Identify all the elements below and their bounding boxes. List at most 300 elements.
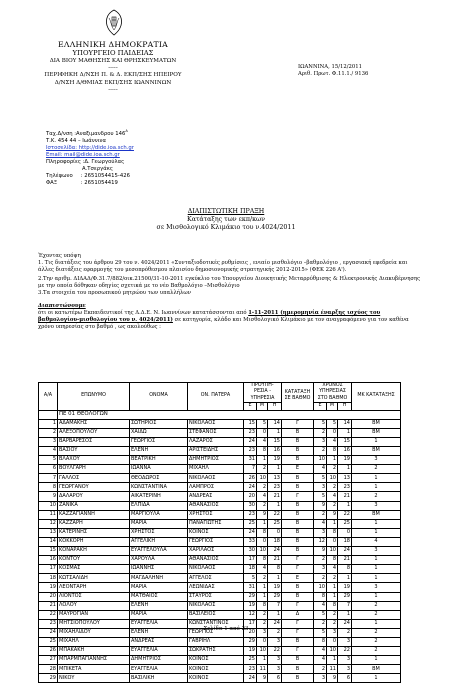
table-cell: 8 [257,556,268,565]
greek-crest-icon [102,8,126,36]
table-row [39,474,401,483]
fax-value: : 2651054419 [80,180,118,187]
table-cell: 1 [268,465,282,474]
table-cell: 2 [257,483,268,492]
table-cell: ΒΕΑΤΡΙΚΗ [130,456,188,465]
table-cell: ΛΙΟΝΤΟΣ [58,592,130,601]
table-cell: 18 [39,574,58,583]
table-cell: ΓΕΩΡΓΑΝΟΥ [58,483,130,492]
table-cell: ΚΟΙΝΟΣ [188,665,244,674]
table-cell: 2 [352,465,401,474]
protocol-number: Αριθ. Πρωτ. Φ.11.1./ 9136 [298,71,369,77]
table-cell: ΑΡΙΣΤΕΙΔΗΣ [188,447,244,456]
table-cell: 2 [314,510,327,519]
table-cell: 2 [314,556,327,565]
table-cell: ΒΜ [352,665,401,674]
table-cell: 17 [244,619,257,628]
table-cell: 4 [327,437,338,446]
table-cell: ΒΛΑΧΟΥ [58,456,130,465]
table-cell: ΜΙΧΑΗΛΙΔΟΥ [58,628,130,637]
table-cell: 15 [39,547,58,556]
table-cell: 23 [39,619,58,628]
table-cell: 30 [244,547,257,556]
website-link[interactable]: Ιστοσελίδα: http://dide.ioa.sch.gr [46,144,134,151]
table-cell: 25 [268,519,282,528]
title-line-2: Κατάταξης των εκπ/κων [186,216,265,223]
table-cell: ΚΟΚΚΟΡΗ [58,537,130,546]
title-line-1: ΔΙΑΠΙΣΤΩΤΙΚΗ ΠΡΑΞΗ [187,208,265,215]
table-cell: Β [282,537,314,546]
table-cell: 1 [338,574,352,583]
table-cell: ΕΥΑΓΓΕΛΟΥΛΑ [130,547,188,556]
table-cell: 2 [314,428,327,437]
table-cell: 16 [39,556,58,565]
table-cell: Β [282,665,314,674]
table-cell: 1 [352,674,401,683]
table-cell: 2 [268,628,282,637]
table-cell: 9 [257,510,268,519]
table-cell: ΝΙΚΟΛΑΟΣ [188,474,244,483]
table-cell: 29 [338,592,352,601]
table-cell: ΝΙΚΟΛΑΟΣ [188,601,244,610]
table-cell: ΙΩΑΝΝΗΣ [130,565,188,574]
table-cell: ΔΑΛΑΡΟΥ [58,492,130,501]
table-cell: 10 [314,583,327,592]
table-cell: 24 [244,437,257,446]
col-grade: ΚΑΤΑΤΑΞΗ ΣΕ ΒΑΘΜΟ [282,383,314,411]
table-cell: 18 [244,565,257,574]
table-cell: ΛΑΖΑΡΟΣ [188,437,244,446]
table-cell: 5 [314,610,327,619]
col-years: Ε [244,403,257,410]
col-mk: ΜΚ ΚΑΤΑΤΑΞΗΣ [352,383,401,411]
table-cell: Β [282,519,314,528]
table-cell: 3 [338,665,352,674]
table-cell: 25 [244,656,257,665]
table-cell: 13 [39,528,58,537]
table-cell: 11 [39,510,58,519]
table-row [39,483,401,492]
table-cell: ΒΟΥΛΓΑΡΗ [58,465,130,474]
table-cell: 15 [244,419,257,428]
table-cell: 9 [257,674,268,683]
table-cell: 3 [314,528,327,537]
table-cell: 2 [352,610,401,619]
table-cell: 24 [244,674,257,683]
table-cell: 24 [244,528,257,537]
table-cell: 31 [244,583,257,592]
table-cell: 29 [268,592,282,601]
table-cell: Γ [282,601,314,610]
table-cell: ΑΔΑΜΑΚΗΣ [58,419,130,428]
table-cell: ΓΑΒΡΙΗΛ [188,637,244,646]
table-body [39,410,401,683]
table-cell: 24 [244,483,257,492]
table-cell: 1 [39,419,58,428]
table-cell: 33 [244,537,257,546]
table-row [39,565,401,574]
table-cell: ΒΜ [352,447,401,456]
email-link[interactable]: Email: mail@dide.ioa.sch.gr [46,152,120,159]
table-cell: 1 [327,519,338,528]
table-cell: 21 [338,556,352,565]
table-cell: ΕΛΕΝΗ [130,601,188,610]
table-cell: 2 [338,628,352,637]
table-cell: 1 [268,428,282,437]
table-cell: 2 [327,619,338,628]
table-cell: 23 [244,510,257,519]
table-cell: 22 [268,510,282,519]
table-row [39,665,401,674]
table-cell: 28 [39,665,58,674]
table-cell: 10 [257,547,268,556]
table-cell: 1 [257,456,268,465]
table-cell: 0 [257,537,268,546]
table-cell: 23 [244,428,257,437]
table-cell: ΒΑΣΙΛΕΙΟΣ [188,610,244,619]
table-cell: Β [282,547,314,556]
table-cell: 2 [327,574,338,583]
table-cell: 1 [327,583,338,592]
table-cell: ΝΙΚΟΛΑΟΣ [188,565,244,574]
table-cell: ΝΙΚΟΥ [58,674,130,683]
table-cell: ΒΑΣΙΛΙΚΗ [130,674,188,683]
col-prior-service: ΠΡΟΥΠΗ-ΡΕΣΙΑ - ΥΠΗΡΕΣΙΑ [244,383,282,403]
table-cell: Γ [282,647,314,656]
table-cell: ΕΥΑΓΓΕΛΙΑ [130,665,188,674]
fax-label: ΦΑΞ [46,180,58,187]
table-cell: ΑΘΑΝΑΣΙΟΣ [188,556,244,565]
table-cell: ΕΛΠΙΔΑ [130,501,188,510]
table-cell: ΣΤΑΥΡΟΣ [188,592,244,601]
table-cell: 5 [327,419,338,428]
table-cell: 3 [314,674,327,683]
table-cell: 4 [257,565,268,574]
table-cell: ΜΑΡΙΑ [130,610,188,619]
table-cell: ΧΑΡΟΥΛΑ [130,556,188,565]
separator-dashes: ----- [108,64,118,71]
table-cell: 3 [268,656,282,665]
info-value-2: Α.Τσεργάκς [82,166,113,173]
table-cell: 2 [257,501,268,510]
table-cell: ΕΛΕΝΗ [130,447,188,456]
table-cell: 23 [338,483,352,492]
table-cell: 8 [257,447,268,456]
page-number: Σελίδα 1 από 23 [203,626,249,632]
table-cell: 16 [338,447,352,456]
table-cell: 3 [314,565,327,574]
table-cell: ΒΜ [352,510,401,519]
table-cell: 19 [268,456,282,465]
table-cell: 6 [338,674,352,683]
table-cell: 8 [327,528,338,537]
table-cell: 2 [352,492,401,501]
table-cell: ΜΑΓΔΑΛΗΝΗ [130,574,188,583]
table-cell: 3 [314,437,327,446]
table-cell: 25 [39,637,58,646]
table-cell: Γ [282,556,314,565]
ministry-name: ΥΠΟΥΡΓΕΙΟ ΠΑΙΔΕΙΑΣ [72,49,154,57]
table-row [39,647,401,656]
col-days: Η [338,403,352,410]
table-cell: 24 [338,547,352,556]
address-line: Ταχ.Δ/νση :Αναξιμανδρου 146 [46,130,126,137]
table-cell: 2 [314,574,327,583]
table-cell: Γ [282,492,314,501]
table-row [39,583,401,592]
table-cell: 21 [39,601,58,610]
table-cell: 7 [244,465,257,474]
table-cell: ΚΑΖΖΑΓΙΑΝΝΗ [58,510,130,519]
table-cell: 1 [352,565,401,574]
table-cell: Β [282,428,314,437]
declaration-text [38,310,422,331]
table-cell: 2 [352,601,401,610]
table-cell: 14 [338,419,352,428]
table-cell: 24 [268,619,282,628]
address-suffix: Α [125,129,128,133]
declaration-bold: 1-11-2011 (ημερομηνία έναρξης ισχύος του βαθμολογίου-μισθολογίου του ν. 4024/2011) [38,310,381,323]
table-cell: 10 [327,547,338,556]
table-cell: 5 [314,628,327,637]
table-cell: 0 [327,537,338,546]
table-cell: ΕΥΑΓΓΕΛΙΑ [130,647,188,656]
table-cell: 3 [352,501,401,510]
teachers-table [38,382,401,683]
table-cell: 10 [314,456,327,465]
table-cell: 0 [257,428,268,437]
table-cell: 21 [268,556,282,565]
table-cell: Β [282,474,314,483]
table-cell: 17 [39,565,58,574]
table-cell: ΜΙΧΑΗΛ [188,465,244,474]
table-cell: Γ [282,619,314,628]
table-cell: ΓΑΛΛΟΣ [58,474,130,483]
table-cell: 2 [39,428,58,437]
table-cell: ΑΛΕΞΟΠΟΥΛΟΥ [58,428,130,437]
table-row [39,556,401,565]
table-row [39,674,401,683]
table-cell: 11 [327,665,338,674]
table-cell: 17 [244,556,257,565]
table-cell: 0 [327,428,338,437]
table-cell: 13 [338,474,352,483]
col-months: Μ [327,403,338,410]
table-cell: 1 [352,483,401,492]
table-cell: 9 [39,492,58,501]
table-cell: 1 [338,501,352,510]
place-date: ΙΩΑΝΝΙΝΑ, 15/12/2011 [298,64,363,70]
table-row [39,656,401,665]
table-cell: Β [282,637,314,646]
table-cell: ΚΩΝΣΤΑΝΤΙΝΟΣ [188,619,244,628]
table-cell: 1 [268,501,282,510]
section-heading: ΠΕ 01 ΘΕΟΛΟΓΩΝ [58,410,401,419]
table-row [39,574,401,583]
table-cell: 22 [338,510,352,519]
table-cell: 24 [268,547,282,556]
table-cell: 3 [268,637,282,646]
table-cell: 8 [327,447,338,456]
table-cell: 1 [257,519,268,528]
table-cell: 1 [352,592,401,601]
table-cell: 1 [257,592,268,601]
table-row [39,447,401,456]
table-row [39,592,401,601]
table-cell: ΠΑΝΑΓΙΩΤΗΣ [188,519,244,528]
table-cell: 7 [268,601,282,610]
table-cell: 23 [244,665,257,674]
table-cell: Ε [282,574,314,583]
table-cell: 3 [352,583,401,592]
table-cell: 7 [338,601,352,610]
separator-dashes: ----- [108,87,118,94]
table-cell: 3 [314,483,327,492]
table-cell: ΖΑΝΙΚΑ [58,501,130,510]
table-cell: ΒΜ [352,428,401,437]
document-meta [298,64,368,78]
table-cell: ΜΑΡΙΑ [130,583,188,592]
table-cell: ΧΑΙΔΩ [130,428,188,437]
body-text [38,253,422,331]
table-cell: 20 [244,628,257,637]
table-cell: ΒΑΡΒΑΡΕΣΟΣ [58,437,130,446]
table-cell: 9 [327,674,338,683]
table-cell: 4 [327,565,338,574]
table-cell: Β [282,447,314,456]
table-cell: 2 [327,501,338,510]
phone-label: Τηλέφωνο [46,173,73,180]
table-cell: 21 [268,492,282,501]
table-cell: 4 [314,656,327,665]
table-cell: 3 [268,665,282,674]
table-cell: ΑΓΓΕΛΙΚΗ [130,537,188,546]
table-cell: Γ [282,565,314,574]
declaration-post: σε κατηγορία, κλάδο και Μισθολογικό Κλιμάκιο με τον αναγραφόμενο για τον καθένα χρόνο υπηρεσίας στο βαθμό , ως ακολούθως : [38,317,409,330]
table-cell: 2 [257,574,268,583]
table-cell: 1 [268,574,282,583]
table-cell: 30 [244,501,257,510]
table-row [39,601,401,610]
table-cell: 4 [314,465,327,474]
table-cell: ΕΛΕΝΗ [130,628,188,637]
table-cell: 4 [314,519,327,528]
table-cell: 6 [268,674,282,683]
table-cell: 19 [39,583,58,592]
region-name: ΠΕΡΙΦΗΚΗ Δ/ΝΣΗ Π. & Δ. ΕΚΠ/ΣΗΣ ΗΠΕΙΡΟΥ [44,72,182,79]
table-cell: 31 [244,456,257,465]
table-cell: ΚΟΙΝΟΣ [188,674,244,683]
table-cell: 19 [244,647,257,656]
table-cell: ΜΙΧΑΗΛ [58,637,130,646]
table-cell: ΛΕΩΝΙΔΑΣ [188,583,244,592]
table-cell: 2 [327,483,338,492]
table-cell: 1 [352,474,401,483]
department-name: ΔΙΑ ΒΙΟΥ ΜΑΘΗΣΗΣ ΚΑΙ ΘΡΗΣΚΕΥΜΑΤΩΝ [49,57,177,64]
table-cell: 3 [327,628,338,637]
col-years: Ε [314,403,327,410]
table-cell: Β [282,592,314,601]
table-row [39,637,401,646]
table-cell: ΚΟΙΝΟΣ [188,656,244,665]
table-cell: ΘΕΟΔΩΡΟΣ [130,474,188,483]
table-cell: ΜΑΡΙΑ [130,519,188,528]
table-cell: ΓΕΩΡΓΙΟΣ [188,628,244,637]
table-cell: ΒΜ [352,419,401,428]
table-cell: ΑΝΔΡΕΑΣ [188,492,244,501]
title-line-3: σε Μισθολογικό Κλιμάκιο του ν.4024/2011 [156,224,296,231]
table-cell: 8 [338,565,352,574]
table-cell: 4 [314,601,327,610]
table-cell: 12 [39,519,58,528]
table-cell: 12 [244,610,257,619]
table-cell: 4 [314,647,327,656]
table-cell: 22 [268,647,282,656]
table-cell: 10 [39,501,58,510]
table-cell: 8 [327,601,338,610]
table-cell: 1 [268,610,282,619]
table-cell: ΝΙΚΟΛΑΟΣ [188,419,244,428]
table-cell: 4 [257,492,268,501]
table-cell: ΜΗΤΣΙΟΠΟΥΛΟΥ [58,619,130,628]
table-cell: 19 [338,456,352,465]
table-row [39,456,401,465]
table-cell: 10 [257,647,268,656]
table-cell: 1 [352,528,401,537]
table-cell: 1 [327,656,338,665]
table-cell: 9 [314,501,327,510]
table-cell: 1 [327,592,338,601]
table-cell: 0 [257,637,268,646]
table-cell: 2 [327,465,338,474]
table-cell: Β [282,656,314,665]
table-cell: 8 [257,528,268,537]
table-cell: ΧΡΗΣΤΟΣ [188,510,244,519]
table-cell: 8 [314,637,327,646]
table-row [39,465,401,474]
table-cell: ΚΑΤΕΡΙΝΗΣ [58,528,130,537]
info-value: :Δ. Γεωργούλας [82,159,125,166]
col-days: Η [268,403,282,410]
table-cell: 2 [257,610,268,619]
table-cell: Ε [282,465,314,474]
table-cell: ΜΑΡΓΙΟΥΛΑ [130,510,188,519]
table-cell: 25 [244,519,257,528]
table-cell: 14 [268,419,282,428]
table-header [39,383,401,411]
table-cell: ΔΗΜΗΤΡΙΟΣ [188,456,244,465]
table-cell: 1 [338,610,352,619]
table-cell: ΜΑΤΘΑΙΟΣ [130,592,188,601]
col-father: ΟΝ. ΠΑΤΕΡΑ [188,383,244,411]
table-cell: ΛΑΜΠΡΟΣ [188,483,244,492]
table-cell: ΣΤΕΦΑΝΟΣ [188,428,244,437]
table-cell: 8 [268,565,282,574]
table-row [39,419,401,428]
table-cell: 1 [338,465,352,474]
table-cell: 4 [39,447,58,456]
table-cell: ΣΩΤΗΡΙΟΣ [130,419,188,428]
table-cell: 11 [257,665,268,674]
table-cell: ΕΥΑΓΓΕΛΙΑ [130,619,188,628]
info-label: Πληροφορίες [46,159,81,166]
table-cell: 7 [39,474,58,483]
table-cell: 5 [314,419,327,428]
table-cell: 19 [268,583,282,592]
table-cell: 1 [352,656,401,665]
table-cell: 8 [39,483,58,492]
table-cell: 18 [268,537,282,546]
